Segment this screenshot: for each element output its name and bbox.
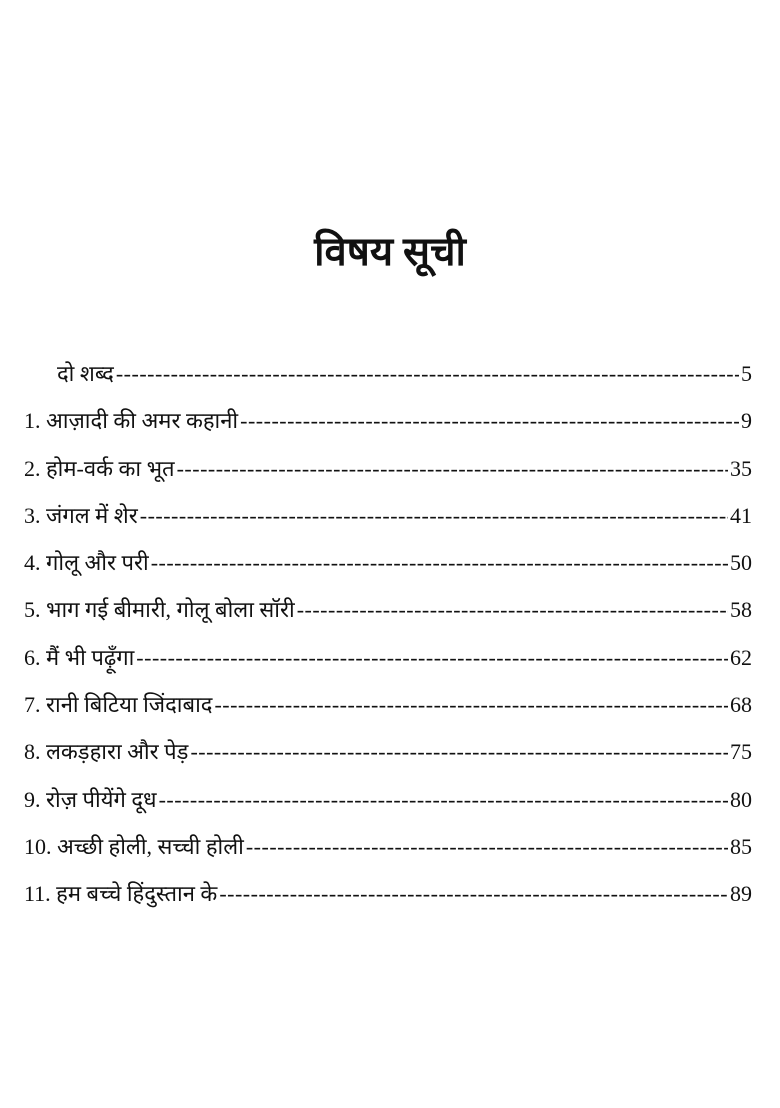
toc-entry[interactable] (24, 358, 752, 405)
toc-entry-title: 3. जंगल में शेर (24, 502, 138, 528)
dot-leader (297, 597, 728, 623)
toc-page-number: 75 (730, 739, 752, 765)
toc-entry[interactable] (24, 500, 752, 547)
toc-page-number: 41 (730, 502, 752, 528)
toc-entry[interactable] (24, 642, 752, 689)
toc-entry-title: 4. गोलू और परी (24, 550, 149, 576)
toc-entry-title: 11. हम बच्चे हिंदुस्तान के (24, 881, 218, 907)
toc-entry-title: 1. आज़ादी की अमर कहानी (24, 408, 239, 434)
toc-entry[interactable] (24, 547, 752, 594)
toc-entry-title: 6. मैं भी पढ़ूँगा (24, 644, 135, 670)
toc-page-number: 85 (730, 833, 752, 859)
toc-entry[interactable] (24, 784, 752, 831)
page-title: विषय सूची (314, 229, 466, 274)
toc-entry[interactable] (24, 878, 752, 925)
toc-entry-title: 5. भाग गई बीमारी, गोलू बोला सॉरी (24, 597, 295, 623)
toc-page-number: 80 (730, 786, 752, 812)
toc-page-number: 50 (730, 550, 752, 576)
dot-leader (136, 645, 728, 671)
toc-entry-title: 8. लकड़हारा और पेड़ (24, 739, 189, 765)
dot-leader (177, 456, 728, 482)
toc-entry[interactable] (24, 453, 752, 500)
toc-entry-title: 9. रोज़ पीयेंगे दूध (24, 786, 157, 812)
toc-entry[interactable] (24, 689, 752, 736)
dot-leader (219, 881, 728, 907)
dot-leader (240, 408, 739, 434)
toc-entry-title: 7. रानी बिटिया जिंदाबाद (24, 692, 213, 718)
toc-page-number: 35 (730, 455, 752, 481)
toc-page-number: 68 (730, 692, 752, 718)
toc-entry[interactable] (24, 594, 752, 641)
toc-page-number: 5 (741, 361, 752, 386)
toc-entry-title: 2. होम-वर्क का भूत (24, 455, 175, 481)
dot-leader (151, 550, 728, 576)
toc-entry-title: दो शब्द (57, 361, 114, 386)
toc-page-number: 58 (730, 597, 752, 623)
dot-leader (246, 834, 728, 860)
dot-leader (140, 503, 728, 529)
toc-entry-title: 10. अच्छी होली, सच्ची होली (24, 833, 244, 859)
toc-entry[interactable] (24, 831, 752, 878)
toc-page-number: 9 (741, 408, 752, 434)
toc-entry[interactable] (24, 405, 752, 452)
dot-leader (159, 787, 728, 813)
table-of-contents (24, 358, 752, 926)
toc-page-number: 62 (730, 644, 752, 670)
dot-leader (116, 361, 739, 387)
dot-leader (214, 692, 728, 718)
dot-leader (190, 739, 728, 765)
toc-page-number: 89 (730, 881, 752, 907)
toc-entry[interactable] (24, 736, 752, 783)
